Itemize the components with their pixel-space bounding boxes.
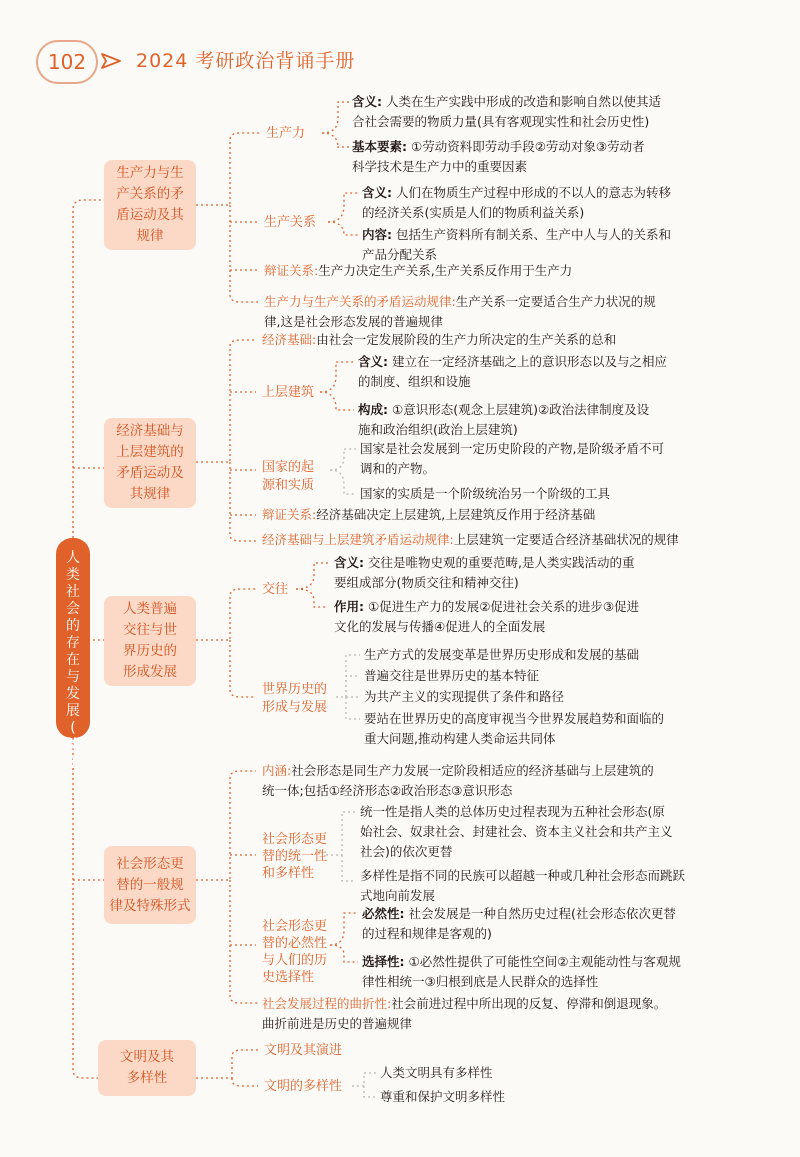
topic-civilization: 文明及其 多样性 (98, 1040, 196, 1096)
node-civilization-evolution: 文明及其演进 (264, 1043, 343, 1058)
world-item: 重大问题,推动构建人类命运共同体 (364, 731, 556, 746)
necessity-1: 必然性: 社会发展是一种自然历史过程(社会形态依次更替 (362, 906, 676, 921)
root-topic-char: 人 (66, 550, 80, 566)
header-title: 2024 考研政治背诵手册 (136, 50, 356, 72)
comm-meaning-1: 含义: 交往是唯物史观的重要范畴,是人类实践活动的重 (334, 555, 635, 570)
choice-2: 律性相统一③归根到底是人民群众的选择性 (362, 974, 599, 989)
root-topic-char: 类 (66, 567, 80, 583)
node-necessity-4: 史选择性 (262, 970, 315, 985)
s4-twist-1: 社会发展过程的曲折性:社会前进过程中所出现的反复、停滞和倒退现象。 (262, 996, 667, 1011)
comm-role-1: 作用: ①促进生产力的发展②促进社会关系的进步③促进 (334, 599, 640, 614)
economic-base: 经济基础:由社会一定发展阶段的生产力所决定的生产关系的总和 (262, 332, 617, 347)
s2-dialectic: 辩证关系:经济基础决定上层建筑,上层建筑反作用于经济基础 (262, 507, 596, 522)
page-number: 102 (36, 40, 98, 84)
state-origin-1: 国家是社会发展到一定历史阶段的产物,是阶级矛盾不可 (360, 441, 664, 456)
node-state-label-2: 源和实质 (262, 478, 315, 493)
diversity-1: 多样性是指不同的民族可以超越一种或几种社会形态而跳跃 (360, 868, 686, 883)
root-topic-char: ( (70, 720, 76, 736)
node-necessity-2: 替的必然性 (262, 936, 328, 951)
civilization-item: 尊重和保护文明多样性 (380, 1089, 506, 1104)
world-item: 为共产主义的实现提供了条件和路径 (364, 689, 565, 704)
node-communication: 交往 (262, 582, 289, 597)
s1-law-2: 律,这是社会形态发展的普遍规律 (264, 314, 443, 329)
root-topic-char: 社 (66, 584, 80, 600)
root-topic-char: 的 (66, 618, 80, 634)
topic-base-superstructure: 经济基础与 上层建筑的 矛盾运动及 其规律 (104, 418, 196, 508)
node-unity-2: 替的统一性 (262, 849, 328, 864)
root-topic-char: 与 (66, 669, 80, 685)
world-item: 要站在世界历史的高度审视当今世界发展趋势和面临的 (364, 711, 665, 726)
super-meaning-2: 的制度、组织和设施 (358, 374, 471, 389)
node-necessity-1: 社会形态更 (262, 919, 328, 934)
root-topic-char: 展 (66, 703, 80, 719)
node-superstructure: 上层建筑 (262, 385, 315, 400)
relations-content-2: 产品分配关系 (362, 247, 438, 262)
choice-1: 选择性: ①必然性提供了可能性空间②主观能动性与客观规 (362, 954, 681, 969)
comm-role-2: 文化的发展与传播④促进人的全面发展 (334, 619, 546, 634)
s1-law-1: 生产力与生产关系的矛盾运动规律:生产关系一定要适合生产力状况的规 (264, 294, 656, 309)
productivity-elements-2: 科学技术是生产力中的重要因素 (352, 159, 528, 174)
node-production-relations: 生产关系 (264, 215, 317, 230)
node-productivity: 生产力 (266, 126, 306, 141)
unity-2: 始社会、奴隶社会、封建社会、资本主义社会和共产主义 (360, 824, 673, 839)
root-topic-char: 发 (66, 686, 80, 702)
relations-content-1: 内容: 包括生产资料所有制关系、生产中人与人的关系和 (362, 227, 671, 242)
s2-law: 经济基础与上层建筑矛盾运动规律:上层建筑一定要适合经济基础状况的规律 (262, 532, 679, 547)
paper-plane-icon (100, 50, 122, 72)
productivity-meaning-1: 含义: 人类在生产实践中形成的改造和影响自然以使其适 (352, 94, 661, 109)
root-topic (56, 538, 90, 770)
s1-dialectic: 辩证关系:生产力决定生产关系,生产关系反作用于生产力 (264, 263, 573, 278)
comm-meaning-2: 要组成部分(物质交往和精神交往) (334, 575, 519, 590)
relations-meaning-1: 含义: 人们在物质生产过程中形成的不以人的意志为转移 (362, 185, 671, 200)
node-state-label-1: 国家的起 (262, 460, 315, 475)
node-civilization-diversity: 文明的多样性 (264, 1079, 343, 1094)
necessity-2: 的过程和规律是客观的) (362, 926, 492, 941)
productivity-meaning-2: 合社会需要的物质力量(具有客观现实性和社会历史性) (352, 114, 650, 129)
world-item: 普遍交往是世界历史的基本特征 (364, 668, 540, 683)
node-necessity-3: 与人们的历 (262, 953, 328, 968)
s4-connotation-1: 内涵:社会形态是同生产力发展一定阶段相适应的经济基础与上层建筑的 (262, 763, 654, 778)
world-item: 生产方式的发展变革是世界历史形成和发展的基础 (364, 647, 640, 662)
node-unity-1: 社会形态更 (262, 832, 328, 847)
s4-connotation-2: 统一体;包括①经济形态②政治形态③意识形态 (262, 783, 513, 798)
state-essence: 国家的实质是一个阶级统治另一个阶级的工具 (360, 486, 611, 501)
topic-social-formation: 社会形态更 替的一般规 律及特殊形式 (104, 846, 196, 924)
node-world-history-2: 形成与发展 (262, 700, 328, 715)
node-unity-3: 和多样性 (262, 866, 315, 881)
root-topic-char: ) (70, 754, 76, 770)
state-origin-2: 调和的产物。 (360, 461, 436, 476)
root-topic-char: 在 (66, 652, 80, 668)
s4-twist-2: 曲折前进是历史的普遍规律 (262, 1016, 413, 1031)
topic-universal-communication: 人类普遍 交往与世 界历史的 形成发展 (104, 596, 196, 686)
relations-meaning-2: 的经济关系(实质是人们的物质利益关系) (362, 205, 585, 220)
unity-3: 社会)的依次更替 (360, 844, 453, 859)
productivity-elements-1: 基本要素: ①劳动资料即劳动手段②劳动对象③劳动者 (352, 139, 645, 154)
diversity-2: 式地向前发展 (360, 888, 436, 903)
node-world-history-1: 世界历史的 (262, 682, 328, 697)
root-topic-char: 会 (66, 601, 80, 617)
unity-1: 统一性是指人类的总体历史过程表现为五种社会形态(原 (360, 804, 665, 819)
super-comp-1: 构成: ①意识形态(观念上层建筑)②政治法律制度及设 (358, 402, 650, 417)
topic-productivity-relations: 生产力与生 产关系的矛 盾运动及其 规律 (104, 160, 196, 250)
root-topic-char: 续 (66, 737, 80, 753)
super-comp-2: 施和政治组织(政治上层建筑) (358, 422, 518, 437)
civilization-item: 人类文明具有多样性 (380, 1065, 493, 1080)
super-meaning-1: 含义: 建立在一定经济基础之上的意识形态以及与之相应 (358, 354, 667, 369)
root-topic-char: 存 (66, 635, 80, 651)
